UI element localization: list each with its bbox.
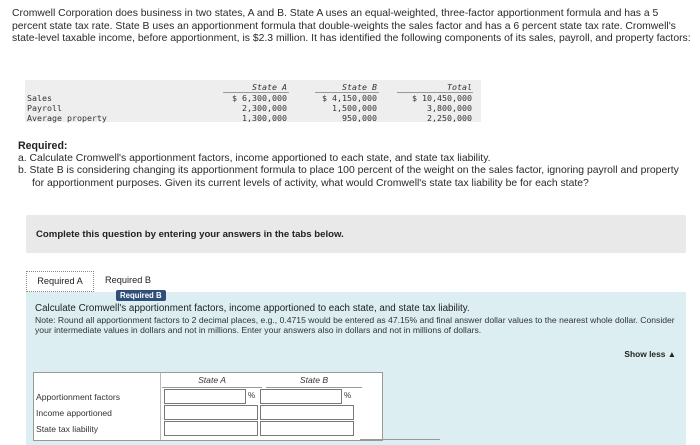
row-label-payroll: Payroll — [27, 103, 62, 113]
input-income-b[interactable] — [260, 405, 354, 420]
input-income-a[interactable] — [164, 405, 258, 420]
answer-col-state-b: State B — [266, 373, 362, 388]
cell-sales-a: $ 6,300,000 — [232, 93, 287, 103]
row-label-state-tax-liability: State tax liability — [36, 424, 99, 434]
input-apportionment-b[interactable] — [260, 389, 342, 404]
required-b-text: b. State B is considering changing its apportionment formula to place 100 percent of the weight on the sales factor, ignoring payroll and property for apportionment purposes. Given its current levels of activity, what would Cromwell's state tax liability be for each state? — [18, 165, 679, 189]
show-less-button[interactable]: Show less ▲ — [624, 349, 676, 359]
cell-sales-total: $ 10,450,000 — [412, 93, 472, 103]
tab-required-b[interactable]: Required B — [105, 275, 151, 285]
cell-property-b: 950,000 — [342, 113, 377, 123]
answer-divider — [160, 373, 161, 440]
tab-tooltip: Required B — [116, 290, 166, 301]
required-list — [18, 153, 686, 190]
pct-label-a: % — [248, 391, 256, 400]
row-label-sales: Sales — [27, 93, 52, 103]
header-total: Total — [447, 82, 472, 92]
input-tax-b[interactable] — [260, 421, 354, 436]
cell-payroll-total: 3,800,000 — [427, 103, 472, 113]
input-apportionment-a[interactable] — [164, 389, 246, 404]
row-label-apportionment-factors: Apportionment factors — [36, 392, 121, 402]
answer-col-state-a: State A — [162, 373, 262, 388]
cell-property-total: 2,250,000 — [427, 113, 472, 123]
required-title: Required: — [18, 140, 68, 152]
tab-required-a[interactable]: Required A — [26, 271, 94, 292]
required-a-text: a. Calculate Cromwell's apportionment factors, income apportioned to each state, and state tax liability. — [18, 153, 491, 164]
cell-property-a: 1,300,000 — [242, 113, 287, 123]
input-tax-a[interactable] — [164, 421, 258, 436]
tab-panel-required-a — [26, 292, 686, 445]
answer-underline — [360, 439, 440, 440]
panel-note: Note: Round all apportionment factors to 2 decimal places, e.g., 0.4715 would be entered as 47.15% and final answer dollar values to the nearest whole dollar. Consider your intermediate values in dollars and not in millions. Enter your answers also in dollars and not in millions of dollars. — [35, 315, 675, 336]
instruction-text: Complete this question by entering your answers in the tabs below. — [36, 229, 344, 240]
instruction-bar — [26, 215, 686, 253]
panel-title: Calculate Cromwell's apportionment factors, income apportioned to each state, and state tax liability. — [35, 303, 470, 314]
cell-payroll-b: 1,500,000 — [332, 103, 377, 113]
factors-table — [25, 80, 481, 122]
header-state-b: State B — [342, 82, 377, 92]
pct-label-b: % — [344, 391, 352, 400]
row-label-income-apportioned: Income apportioned — [36, 408, 112, 418]
problem-intro: Cromwell Corporation does business in two states, A and B. State A uses an equal-weighted, three-factor apportionment formula and has a 5 percent state tax rate. State B uses an apportionment formula that double-weights the sales factor and has a 6 percent state tax rate. Cromwell's state-level taxable income, before apportionment, is $2.3 million. It has identified the following components of its sales, payroll, and property factors: — [12, 8, 691, 45]
header-state-a: State A — [252, 82, 287, 92]
cell-payroll-a: 2,300,000 — [242, 103, 287, 113]
answer-table — [33, 372, 383, 441]
row-label-property: Average property — [27, 113, 107, 123]
cell-sales-b: $ 4,150,000 — [322, 93, 377, 103]
